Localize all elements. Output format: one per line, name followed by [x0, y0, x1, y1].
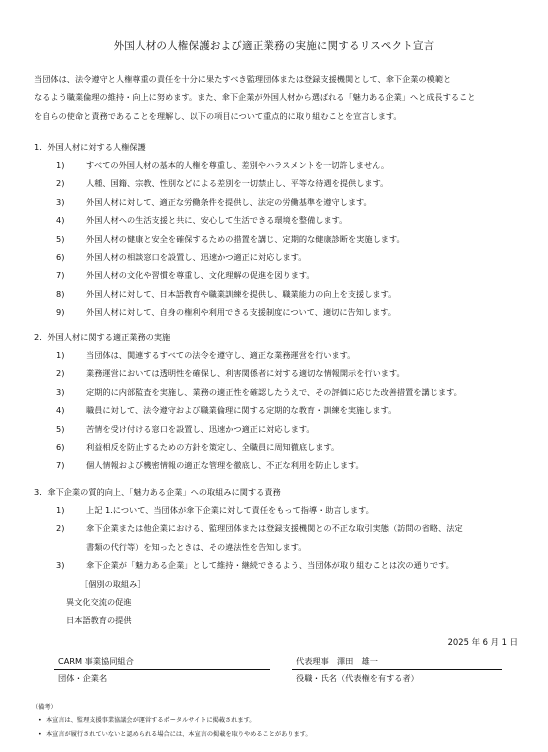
item-text: 傘下企業が「魅力ある企業」として維持・継続できるよう、当団体が取り組むことは次の通りです。 — [86, 560, 454, 571]
item-number: 2) — [56, 523, 65, 534]
remarks-heading: （備考） — [32, 704, 57, 711]
list-item — [34, 364, 524, 382]
item-text: すべての外国人材の基本的人権を尊重し、差別やハラスメントを一切許しません。 — [86, 160, 390, 170]
item-text: 外国人材の健康と安全を確保するための措置を講じ、定期的な健康診断を実施します。 — [86, 233, 405, 244]
list-item — [34, 456, 524, 474]
item-text: 業務運営においては透明性を確保し、利害関係者に対する適切な情報開示を行います。 — [86, 368, 405, 379]
item-number: 6) — [56, 442, 65, 453]
declaration-date: 2025 年 6 月 1 日 — [447, 637, 518, 647]
bullet-icon: • — [38, 731, 42, 738]
section-title: 3．傘下企業の質的向上、「魅力ある企業」への取組みに関する責務 — [34, 487, 281, 497]
item-number: 3) — [56, 560, 65, 571]
item-text: 上記 1.について、当団体が傘下企業に対して責任をもって指導・助言します。 — [86, 505, 374, 515]
organization-signature-block — [54, 655, 270, 686]
list-item — [34, 248, 524, 266]
list-item — [34, 438, 524, 456]
item-number: 5) — [56, 233, 65, 244]
item-number: 6) — [56, 252, 65, 263]
item-text: 外国人材に対して、自身の権利や利用できる支援制度について、適切に告知します。 — [86, 307, 396, 318]
representative-caption: 役職・氏名（代表権を有する者） — [296, 673, 419, 683]
item-text: 外国人材の文化や習慣を尊重し、文化理解の促進を図ります。 — [86, 270, 315, 281]
item-text: 外国人材に対して、適正な労働条件を提供し、法定の労働基準を遵守します。 — [86, 196, 372, 207]
list-item — [34, 266, 524, 284]
list-item — [34, 285, 524, 303]
list-item — [34, 556, 524, 574]
item-number: 7) — [56, 270, 65, 281]
list-item — [34, 211, 524, 229]
list-item — [34, 501, 524, 519]
list-item — [34, 383, 524, 401]
item-text: 外国人材に対して、日本語教育や職業訓練を提供し、職業能力の向上を支援します。 — [86, 288, 397, 299]
item-number: 2) — [56, 368, 65, 379]
section-title: 1．外国人材に対する人権保護 — [34, 142, 146, 152]
representative-name: 代表理事 澤田 雄一 — [296, 656, 378, 666]
item-number: 2) — [56, 178, 65, 189]
remark-item — [32, 714, 312, 728]
item-number: 8) — [56, 288, 65, 299]
list-item — [34, 519, 524, 556]
individual-heading: ［個別の取組み］ — [80, 578, 146, 589]
organization-caption: 団体・企業名 — [58, 673, 108, 683]
remark-item — [32, 728, 312, 742]
item-number: 1) — [56, 350, 65, 360]
item-text: 当団体は、関連するすべての法令を遵守し、適正な業務運営を行います。 — [86, 350, 356, 360]
item-text: 外国人材への生活支援と共に、安心して生活できる環境を整備します。 — [86, 215, 348, 226]
item-text: 定期的に内部監査を実施し、業務の適正性を確認したうえで、その評価に応じた改善措置を講じます。 — [86, 386, 462, 397]
intro-paragraph: 当団体は、法令遵守と人権尊重の責任を十分に果たすべき監理団体または登録支援機関として、傘下企業の模範と なるよう職業倫理の維持・向上に努めます。また、傘下企業が外国人材から選ばれる「魅力ある企業」へと成長すること を自らの使命と責務であることを理解し、以下の項目について重点的に取り組むことを宣言します。 — [34, 74, 476, 121]
item-number: 1) — [56, 505, 65, 515]
page-title: 外国人材の人権保護および適正業務の実施に関するリスペクト宣言 — [113, 40, 435, 52]
item-number: 3) — [56, 196, 65, 207]
bullet-icon: • — [38, 717, 42, 724]
list-item — [34, 401, 524, 419]
remarks — [32, 702, 312, 742]
list-item — [34, 420, 524, 438]
list-item — [34, 303, 524, 321]
item-number: 1) — [56, 160, 65, 170]
item-number: 9) — [56, 307, 65, 318]
item-text: 苦情を受け付ける窓口を設置し、迅速かつ適正に対応します。 — [86, 423, 315, 434]
section-human-rights — [34, 138, 524, 322]
section-title: 2．外国人材に関する適正業務の実施 — [34, 332, 171, 342]
item-text: 人種、国籍、宗教、性別などによる差別を一切禁止し、平等な待遇を提供します。 — [86, 178, 389, 189]
list-item — [34, 156, 524, 174]
list-item — [34, 174, 524, 192]
item-text: 利益相反を防止するための方針を策定し、全職員に周知徹底します。 — [86, 442, 340, 453]
list-item — [34, 193, 524, 211]
representative-signature-block — [292, 655, 502, 686]
item-number: 4) — [56, 405, 65, 416]
list-item — [34, 346, 524, 364]
remark-text: 本宣言が履行されていないと認められる場合には、本宣言の掲載を取りやめることがあります。 — [46, 731, 312, 738]
section-proper-operations — [34, 328, 524, 475]
item-number: 7) — [56, 460, 65, 471]
item-text: 職員に対して、法令遵守および職業倫理に関する定期的な教育・訓練を実施します。 — [86, 405, 397, 416]
item-number: 5) — [56, 423, 65, 434]
item-text: 傘下企業または他企業における、監理団体または登録支援機関との不正な取引実態（訪問の省略、法定 書類の代行等）を知ったときは、その違法性を告知します。 — [86, 523, 463, 552]
section-affiliate-improvement — [34, 483, 524, 630]
item-text: 個人情報および機密情報の適正な管理を徹底し、不正な利用を防止します。 — [86, 460, 364, 471]
item-text: 外国人材の相談窓口を設置し、迅速かつ適正に対応します。 — [86, 252, 307, 263]
remark-text: 本宣言は、監理支援事業協議会が運営するポータルサイトに掲載されます。 — [46, 717, 256, 724]
item-number: 4) — [56, 215, 65, 226]
list-item — [34, 230, 524, 248]
individual-entry: 日本語教育の提供 — [66, 615, 132, 626]
organization-name: CARM 事業協同組合 — [58, 656, 134, 666]
individual-entry: 異文化交流の促進 — [66, 597, 132, 608]
item-number: 3) — [56, 386, 65, 397]
